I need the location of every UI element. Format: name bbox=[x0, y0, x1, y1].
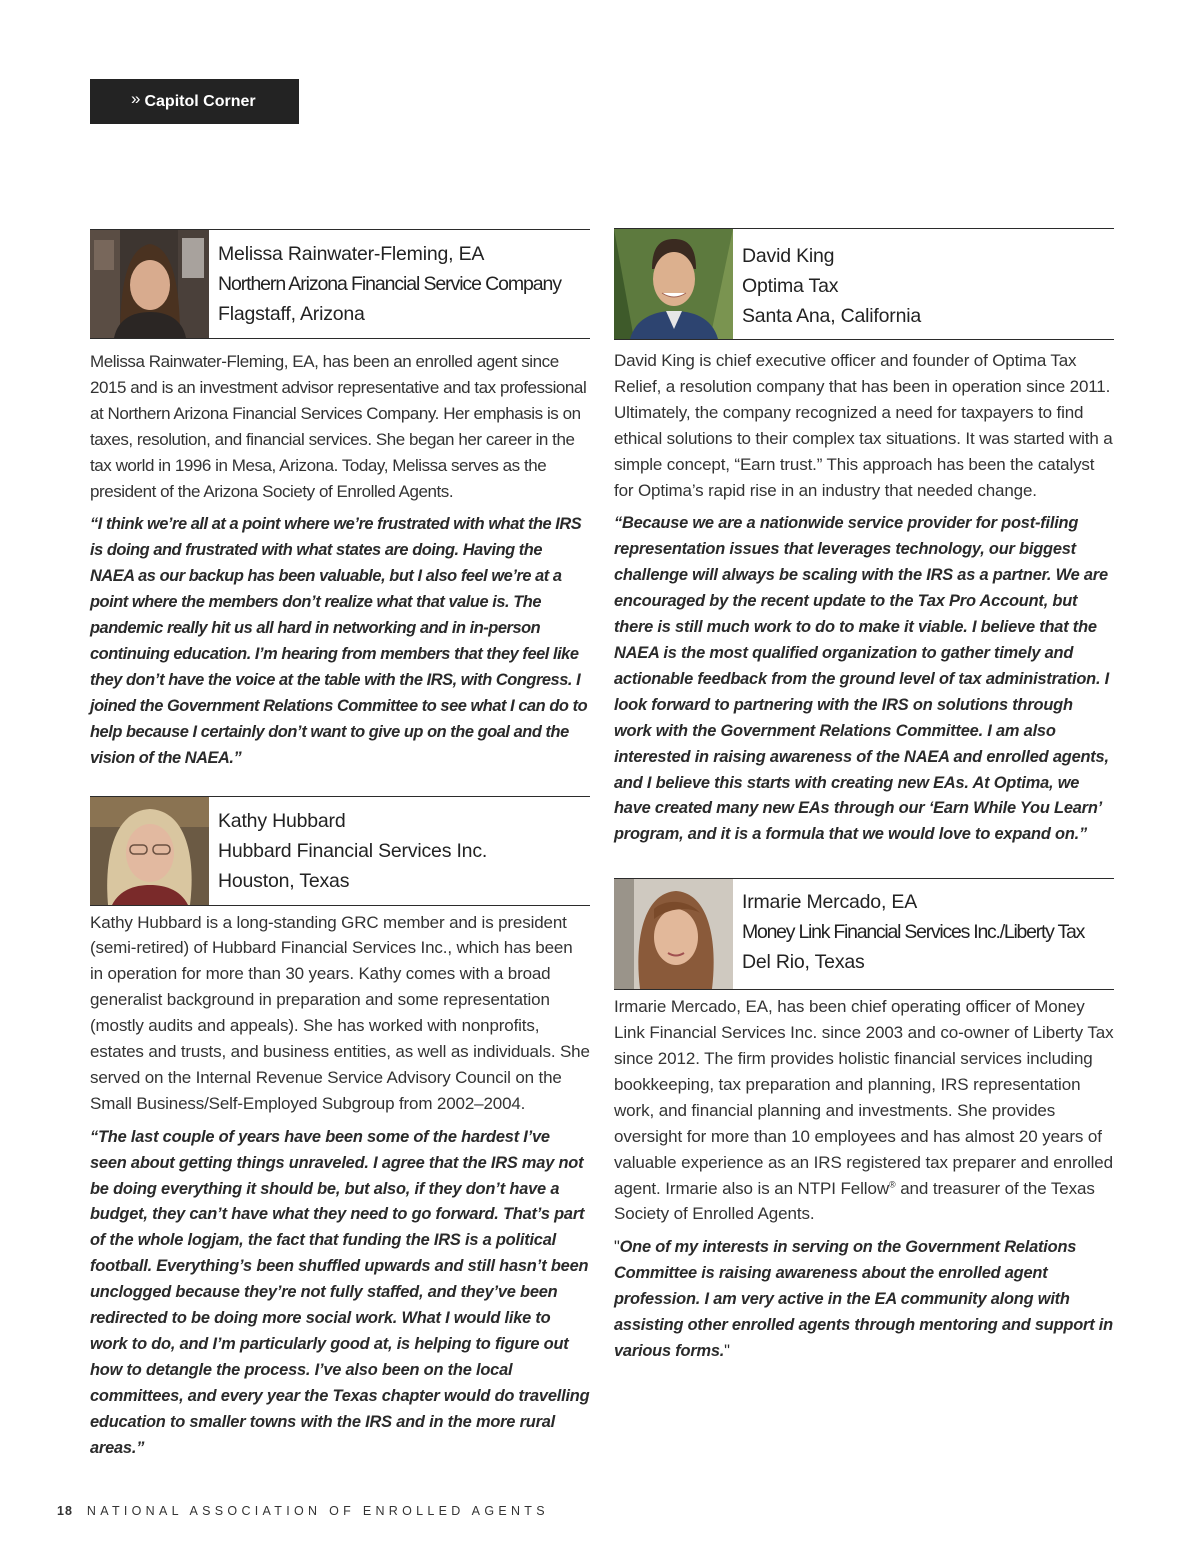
profile-info bbox=[209, 797, 487, 905]
profile-name: Melissa Rainwater-Fleming, EA bbox=[218, 243, 485, 265]
publication-name: NATIONAL ASSOCIATION OF ENROLLED AGENTS bbox=[86, 1504, 549, 1518]
portrait-photo bbox=[90, 797, 209, 905]
profile-bio: David King is chief executive officer and founder of Optima Tax Relief, a resolution company that has been in operation since 2011. Ultimately, the company recognized a need for taxpayers to find ethical solutions to their complex tax situations. It was started with a simple concept, “Earn trust.” This approach has been the catalyst for Optima’s rapid rise in an industry that needed change. bbox=[614, 351, 1113, 500]
profile-bio-text: Irmarie Mercado, EA, has been chief operating officer of Money Link Financial Services Inc. since 2003 and co-owner of Liberty Tax since 2012. The firm provides holistic financial services including bookkeeping, tax preparation and planning, IRS representation work, and financial planning and investments. She provides oversight for more than 10 employees and has almost 20 years of valuable experience as an IRS registered tax preparer and enrolled agent. Irmarie also is an NTPI Fellow bbox=[614, 997, 1114, 1198]
profile-melissa bbox=[90, 229, 590, 772]
profile-location: Flagstaff, Arizona bbox=[218, 303, 365, 325]
page-number: 18 bbox=[57, 1504, 73, 1518]
registered-mark: ® bbox=[889, 1178, 896, 1189]
double-chevron-icon: » bbox=[131, 88, 141, 108]
quote-close-mark: " bbox=[724, 1342, 730, 1360]
profile-info bbox=[209, 230, 561, 338]
profile-bio bbox=[614, 994, 1114, 1227]
profile-header bbox=[614, 878, 1114, 990]
profile-name: Kathy Hubbard bbox=[218, 809, 346, 832]
profile-header bbox=[614, 228, 1114, 340]
profile-quote: “The last couple of years have been some of the hardest I’ve seen about getting things unraveled. I agree that the IRS may not be doing everything it should be, but also, if they don’t have a budget, they can’t have what they need to go forward. That’s part of the whole logjam, the fact that funding the IRS is a political football. Everything’s been shuffled upwards and still hasn’t been unclogged because they’re not fully staffed, and they’ve been redirected to be doing more social work. What I would like to work to do, and I’m particularly good at, is helping to figure out how to detangle the process. I’ve also been on the local committees, and every year the Texas chapter would do travelling education to smaller towns with the IRS and in the more rural areas.” bbox=[90, 1127, 590, 1457]
profile-quote bbox=[614, 1235, 1114, 1365]
profile-name: Irmarie Mercado, EA bbox=[742, 891, 918, 914]
profile-quote-text: One of my interests in serving on the Government Relations Committee is raising awareness about the enrolled agent profession. I am very active in the EA community along with assisting other enrolled agents through mentoring and support in various forms. bbox=[614, 1238, 1113, 1360]
page-footer bbox=[57, 1504, 549, 1518]
portrait-photo bbox=[90, 230, 209, 338]
quote-open-mark: " bbox=[614, 1238, 620, 1257]
section-tag-label: Capitol Corner bbox=[144, 92, 256, 110]
profile-info bbox=[733, 879, 1084, 989]
portrait-photo bbox=[614, 229, 733, 339]
profile-company: Optima Tax bbox=[742, 275, 839, 297]
profile-location: Del Rio, Texas bbox=[742, 951, 865, 974]
profile-location: Houston, Texas bbox=[218, 869, 350, 892]
profile-bio: Kathy Hubbard is a long-standing GRC member and is president (semi-retired) of Hubbard Financial Services Inc., which has been in operation for more than 30 years. Kathy comes with a broad generalist background in preparation and some representation (mostly audits and appeals). She has worked with nonprofits, estates and trusts, and business entities, as well as individuals. She served on the Internal Revenue Service Advisory Council on the Small Business/Self-Employed Subgroup from 2002–2004. bbox=[90, 912, 590, 1113]
profile-header bbox=[90, 796, 590, 906]
left-column bbox=[90, 229, 590, 1462]
profile-location: Santa Ana, California bbox=[742, 305, 922, 327]
profile-quote: “I think we’re all at a point where we’re frustrated with what the IRS is doing and frustrated with what states are doing. Having the NAEA as our backup has been valuable, but I also feel we’re at a point where the members don’t realize what that value is. The pandemic really hit us all hard in networking and in in-person continuing education. I’m hearing from members that they feel like they don’t have the voice at the table with the IRS, with Congress. I joined the Government Relations Committee to see what I can do to help because I certainly don’t want to give up on the goal and the vision of the NAEA.” bbox=[90, 515, 588, 767]
profile-david bbox=[614, 228, 1114, 848]
profile-company: Northern Arizona Financial Service Company bbox=[218, 273, 561, 295]
profile-info bbox=[733, 229, 921, 339]
profile-irmarie bbox=[614, 878, 1114, 1365]
profile-company: Money Link Financial Services Inc./Liberty Tax bbox=[742, 921, 1085, 944]
profile-name: David King bbox=[742, 245, 835, 267]
right-column bbox=[614, 228, 1114, 1365]
profile-header bbox=[90, 229, 590, 339]
portrait-photo bbox=[614, 879, 733, 989]
profile-kathy bbox=[90, 796, 590, 1462]
profile-quote: “Because we are a nationwide service provider for post-filing representation issues that leverages technology, our biggest challenge will always be scaling with the IRS as a partner. We are encouraged by the recent update to the Tax Pro Account, but there is still much work to do to make it viable. I believe that the NAEA is the most qualified organization to gather timely and actionable feedback from the ground level of tax administration. I look forward to partnering with the IRS on solutions through work with the Government Relations Committee. I am also interested in raising awareness of the NAEA and enrolled agents, and I believe this starts with creating new EAs. At Optima, we have created many new EAs through our ‘Earn While You Learn’ program, and it is a formula that we would love to expand on.” bbox=[614, 514, 1110, 844]
section-tag bbox=[90, 79, 299, 124]
profile-bio-text-end: and treasurer of the Texas Society of Enrolled Agents. bbox=[614, 1178, 1095, 1224]
profile-bio: Melissa Rainwater-Fleming, EA, has been an enrolled agent since 2015 and is an investment advisor representative and tax professional at Northern Arizona Financial Services Company. Her emphasis is on taxes, resolution, and financial services. She began her career in the tax world in 1996 in Mesa, Arizona. Today, Melissa serves as the president of the Arizona Society of Enrolled Agents. bbox=[90, 352, 587, 501]
profile-company: Hubbard Financial Services Inc. bbox=[218, 839, 488, 862]
